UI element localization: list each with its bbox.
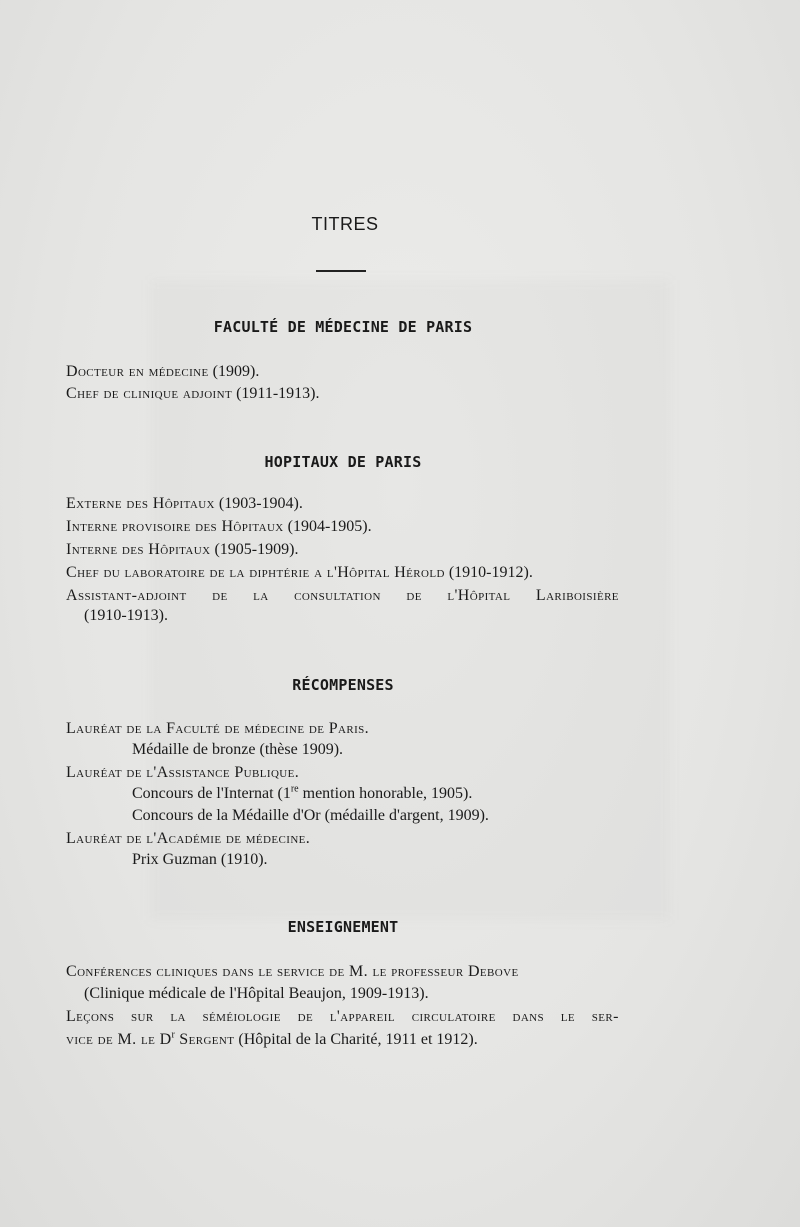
faculte-line-1 [66,362,259,382]
recompense-item-2-sub-1 [132,784,472,804]
hopitaux-line-4-detail: (1910-1912). [444,564,533,581]
recompense-item-3-label: Lauréat de l'Académie de médecine. [66,830,311,847]
title-divider [316,270,366,272]
hopitaux-line-3-label: Interne des Hôpitaux [66,541,211,558]
enseignement-item-2-label [66,1007,619,1027]
enseignement-item-2-word: circulatoire [411,1008,496,1025]
enseignement-item-2-word: Leçons [66,1008,115,1025]
enseignement-item-2-word: séméiologie [202,1008,281,1025]
faculte-line-1-label: Docteur en médecine [66,363,209,380]
hopitaux-line-1 [66,494,303,514]
enseignement-item-2-word: dans [512,1008,545,1025]
hopitaux-line-5-continuation: (1910-1913). [84,607,168,624]
hopitaux-line-1-label: Externe des Hôpitaux [66,495,215,512]
internat-text-before: Concours de l'Internat (1 [132,785,291,802]
hopitaux-line-5-word: consultation [294,587,381,604]
enseignement-item-2-word: ser- [591,1008,619,1025]
hopitaux-line-3 [66,540,298,560]
enseignement-item-2-word: sur [130,1008,154,1025]
section-heading-hopitaux: HOPITAUX DE PARIS [264,453,422,471]
hopitaux-line-4-label: Chef du laboratoire de la diphtérie a l'Hôpital Hérold [66,564,445,581]
faculte-line-2-detail: (1911-1913). [232,385,320,402]
hopitaux-line-5-word: la [253,587,269,604]
recompense-item-1-label: Lauréat de la Faculté de médecine de Paris. [66,720,370,737]
enseignement-item-1-continuation: (Clinique médicale de l'Hôpital Beaujon, 1909-1913). [84,985,429,1002]
hopitaux-line-2 [66,517,372,537]
hopitaux-line-5-word: de [406,587,422,604]
hopitaux-line-5-word: Assistant-adjoint [66,587,187,604]
recompense-item-3-sub: Prix Guzman (1910). [132,851,268,868]
sergent-label-before: vice de M. le D [66,1031,172,1048]
recompense-item-2-sub-2: Concours de la Médaille d'Or (médaille d'argent, 1909). [132,807,489,824]
recompense-item-1-sub: Médaille de bronze (thèse 1909). [132,741,344,758]
sergent-detail: (Hôpital de la Charité, 1911 et 1912). [234,1031,478,1048]
faculte-line-1-detail: (1909). [208,363,260,380]
docteur-superscript: r [171,1029,175,1041]
section-heading-recompenses: RÉCOMPENSES [292,676,394,694]
enseignement-item-2-word: la [170,1008,186,1025]
enseignement-item-2-continuation [66,1030,478,1050]
section-heading-faculte: FACULTÉ DE MÉDECINE DE PARIS [213,318,473,336]
faculte-line-2-label: Chef de clinique adjoint [66,385,233,402]
hopitaux-line-2-label: Interne provisoire des Hôpitaux [66,518,284,535]
hopitaux-line-2-detail: (1904-1905). [283,518,372,535]
section-heading-enseignement: ENSEIGNEMENT [287,918,399,936]
sergent-label-after: Sergent [174,1031,235,1048]
hopitaux-line-5-word: de [212,587,228,604]
enseignement-item-2-word: l'appareil [329,1008,395,1025]
hopitaux-line-5-word: Lariboisière [535,587,619,604]
hopitaux-line-3-detail: (1905-1909). [210,541,299,558]
hopitaux-line-5-word: l'Hôpital [447,587,511,604]
internat-superscript: re [290,783,299,795]
faculte-line-2 [66,384,319,404]
enseignement-item-2-word: le [560,1008,576,1025]
internat-text-after: mention honorable, 1905). [298,785,473,802]
recompense-item-2-label: Lauréat de l'Assistance Publique. [66,764,300,781]
enseignement-item-1-label: Conférences cliniques dans le service de M. le professeur Debove [66,963,519,980]
hopitaux-line-1-detail: (1903-1904). [214,495,303,512]
hopitaux-line-5 [66,586,619,606]
hopitaux-line-4 [66,563,533,583]
page-title: TITRES [311,214,379,234]
enseignement-item-2-word: de [297,1008,314,1025]
